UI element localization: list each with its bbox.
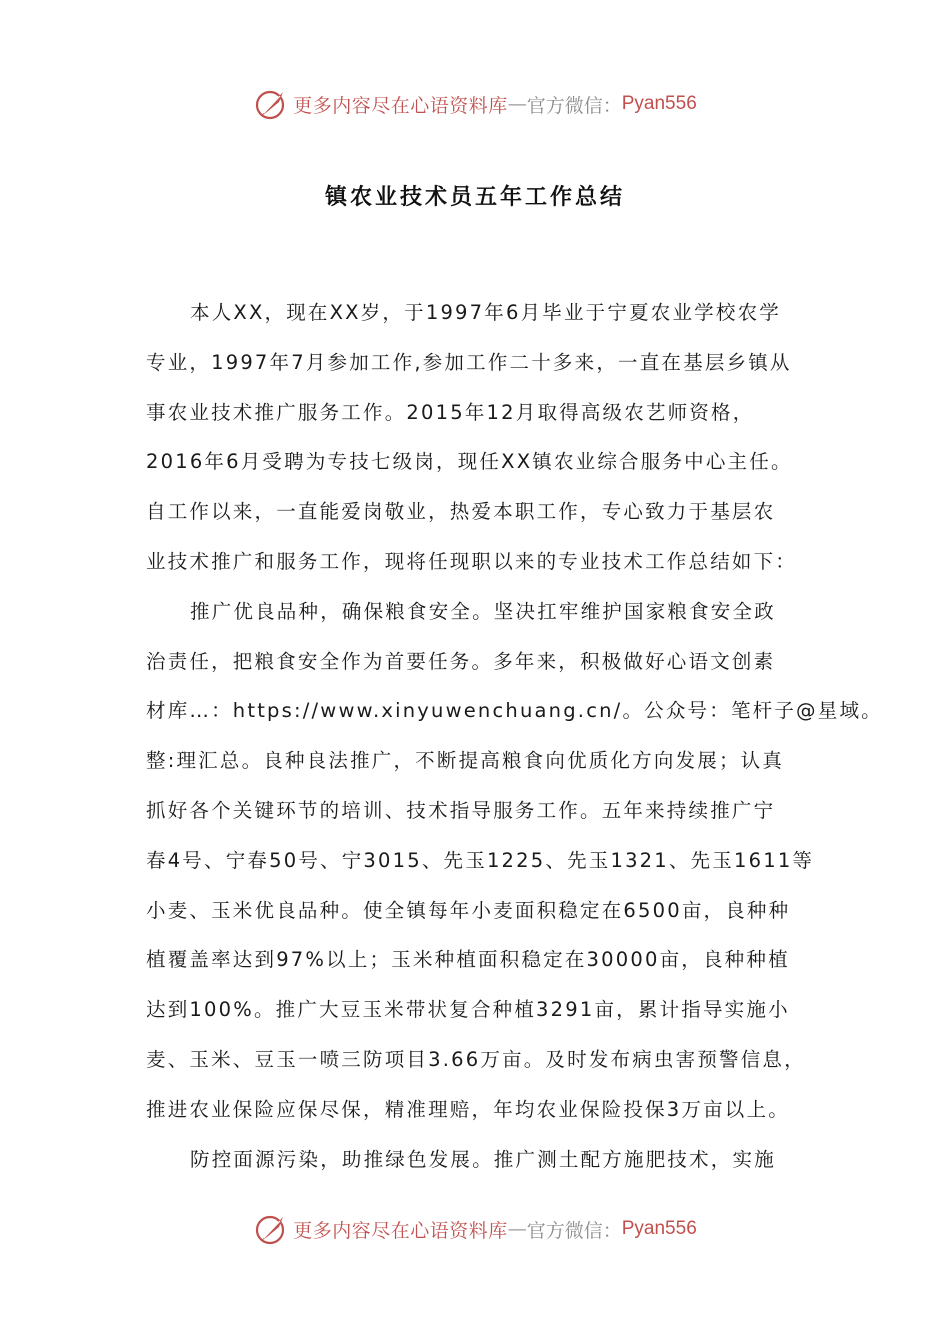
text-line: 整:理汇总。良种良法推广，不断提高粮食向优质化方向发展；认真 bbox=[146, 749, 785, 773]
banner-wechat-label: 官方微信： bbox=[526, 94, 622, 117]
text-line: 业技术推广和服务工作，现将任现职以来的专业技术工作总结如下： bbox=[146, 549, 798, 573]
text-line: 推进农业保险应保尽保，精准理赔，年均农业保险投保3万亩以上。 bbox=[146, 1097, 790, 1121]
banner-wechat-label: 官方微信： bbox=[526, 1219, 622, 1242]
banner-dash: — bbox=[507, 1218, 527, 1240]
banner-text: 更多内容尽在心语资料库 bbox=[293, 1219, 508, 1242]
quill-logo-icon bbox=[253, 86, 289, 122]
banner-wechat-id: Pyan556 bbox=[621, 93, 697, 114]
text-line: 麦、玉米、豆玉一喷三防项目3.66万亩。及时发布病虫害预警信息， bbox=[146, 1047, 806, 1071]
text-line: 小麦、玉米优良品种。使全镇每年小麦面积稳定在6500亩，良种种 bbox=[146, 898, 791, 922]
header-banner bbox=[0, 84, 950, 124]
document-title: 镇农业技术员五年工作总结 bbox=[324, 185, 625, 210]
text-line: 治责任，把粮食安全作为首要任务。多年来，积极做好心语文创素 bbox=[146, 649, 776, 673]
text-line: 自工作以来，一直能爱岗敬业，热爱本职工作，专心致力于基层农 bbox=[146, 500, 776, 524]
document-body bbox=[146, 288, 883, 1184]
quill-logo-icon bbox=[253, 1211, 289, 1247]
text-line: 防控面源污染，助推绿色发展。推广测土配方施肥技术，实施 bbox=[190, 1147, 776, 1171]
text-line: 春4号、宁春50号、宁3015、先玉1225、先玉1321、先玉1611等 bbox=[146, 848, 815, 872]
banner-text: 更多内容尽在心语资料库 bbox=[293, 94, 508, 117]
text-line: 抓好各个关键环节的培训、技术指导服务工作。五年来持续推广宁 bbox=[146, 798, 776, 822]
text-line: 本人XX，现在XX岁，于1997年6月毕业于宁夏农业学校农学 bbox=[190, 301, 781, 324]
footer-banner bbox=[0, 1209, 950, 1249]
text-line: 植覆盖率达到97%以上；玉米种植面积稳定在30000亩，良种种植 bbox=[146, 948, 790, 972]
text-line: 材库…：https://www.xinyuwenchuang.cn/。公众号：笔杆子@星域。 bbox=[146, 699, 883, 723]
text-line: 专业，1997年7月参加工作,参加工作二十多来，一直在基层乡镇从 bbox=[146, 350, 792, 374]
text-line: 事农业技术推广服务工作。2015年12月取得高级农艺师资格， bbox=[146, 400, 755, 424]
banner-wechat-id: Pyan556 bbox=[621, 1218, 697, 1239]
text-line: 2016年6月受聘为专技七级岗，现任XX镇农业综合服务中心主任。 bbox=[146, 450, 793, 474]
banner-dash: — bbox=[507, 93, 527, 115]
text-line: 推广优良品种，确保粮食安全。坚决扛牢维护国家粮食安全政 bbox=[190, 599, 776, 623]
text-line: 达到100%。推广大豆玉米带状复合种植3291亩，累计指导实施小 bbox=[146, 998, 790, 1022]
